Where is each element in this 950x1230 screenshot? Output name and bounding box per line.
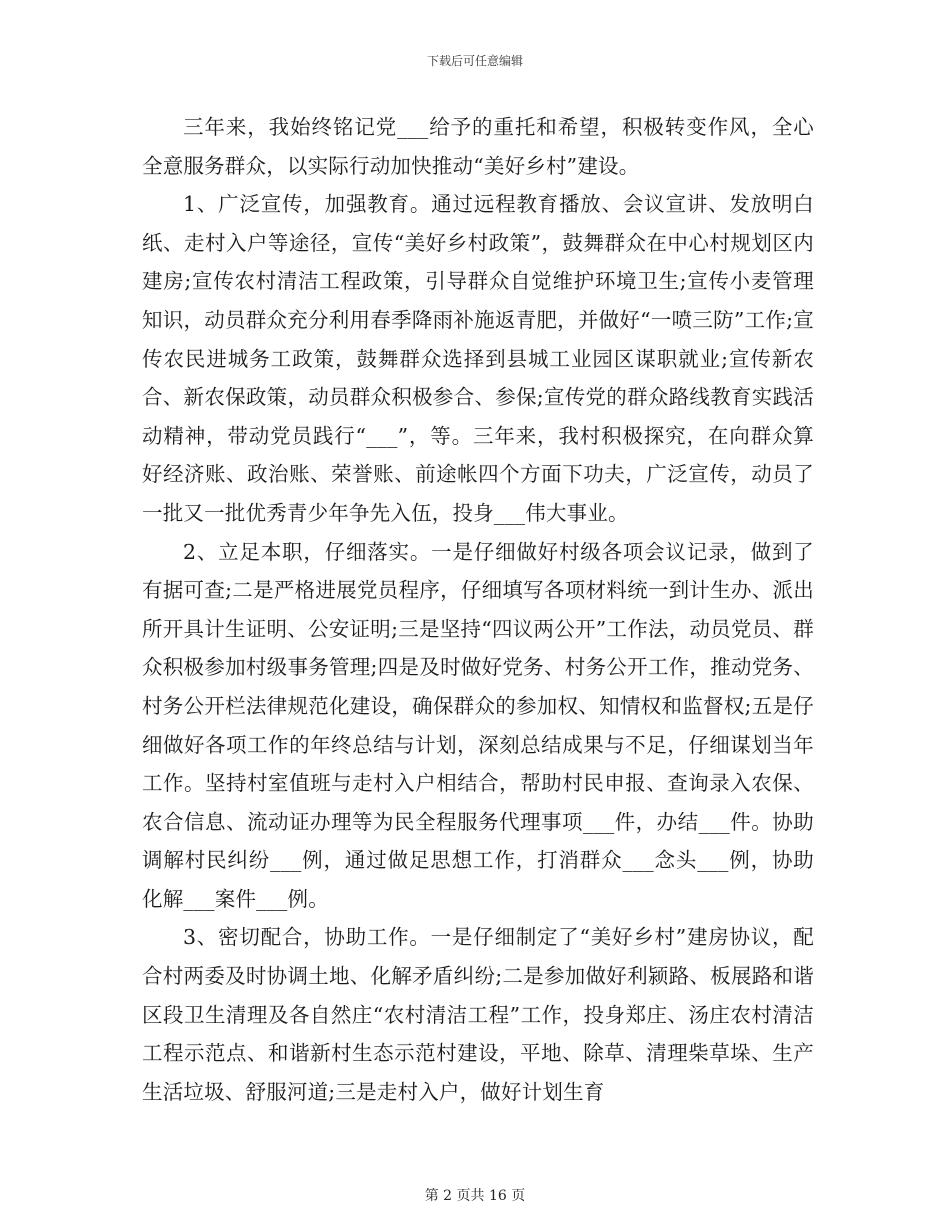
document-body — [142, 108, 814, 1111]
paragraph-section-1: 1、广泛宣传，加强教育。通过远程教育播放、会议宣讲、发放明白纸、走村入户等途径，宣传“美好乡村政策”，鼓舞群众在中心村规划区内建房;宣传农村清洁工程政策，引导群众自觉维护环境卫生;宣传小麦管理知识，动员群众充分利用春季降雨补施返青肥，并做好“一喷三防”工作;宣传农民进城务工政策，鼓舞群众选择到县城工业园区谋职就业;宣传新农合、新农保政策，动员群众积极参合、参保;宣传党的群众路线教育实践活动精神，带动党员践行“___”，等。三年来，我村积极探究，在向群众算好经济账、政治账、荣誉账、前途帐四个方面下功夫，广泛宣传，动员了一批又一批优秀青少年争先入伍，投身___伟大事业。 — [142, 192, 814, 525]
paragraph-section-3: 3、密切配合，协助工作。一是仔细制定了“美好乡村”建房协议，配合村两委及时协调土地、化解矛盾纠纷;二是参加做好利颍路、板展路和谐区段卫生清理及各自然庄“农村清洁工程”工作，投身郑庄、汤庄农村清洁工程示范点、和谐新村生态示范村建设，平地、除草、清理柴草垛、生产生活垃圾、舒服河道;三是走村入户，做好计划生育 — [142, 925, 814, 1104]
paragraph-intro: 三年来，我始终铭记党___给予的重托和希望，积极转变作风，全心全意服务群众，以实际行动加快推动“美好乡村”建设。 — [142, 115, 814, 178]
page-header-note: 下载后可任意编辑 — [426, 54, 523, 68]
page-number: 第 2 页共 16 页 — [424, 1188, 526, 1204]
paragraph-section-2: 2、立足本职，仔细落实。一是仔细做好村级各项会议记录，做到了有据可查;二是严格进展党员程序，仔细填写各项材料统一到计生办、派出所开具计生证明、公安证明;三是坚持“四议两公开”工作法，动员党员、群众积极参加村级事务管理;四是及时做好党务、村务公开工作，推动党务、村务公开栏法律规范化建设，确保群众的参加权、知情权和监督权;五是仔细做好各项工作的年终总结与计划，深刻总结成果与不足，仔细谋划当年工作。坚持村室值班与走村入户相结合，帮助村民申报、查询录入农保、农合信息、流动证办理等为民全程服务代理事项___件，办结___件。协助调解村民纠纷___例，通过做足思想工作，打消群众___念头___例，协助化解___案件___例。 — [142, 539, 814, 911]
